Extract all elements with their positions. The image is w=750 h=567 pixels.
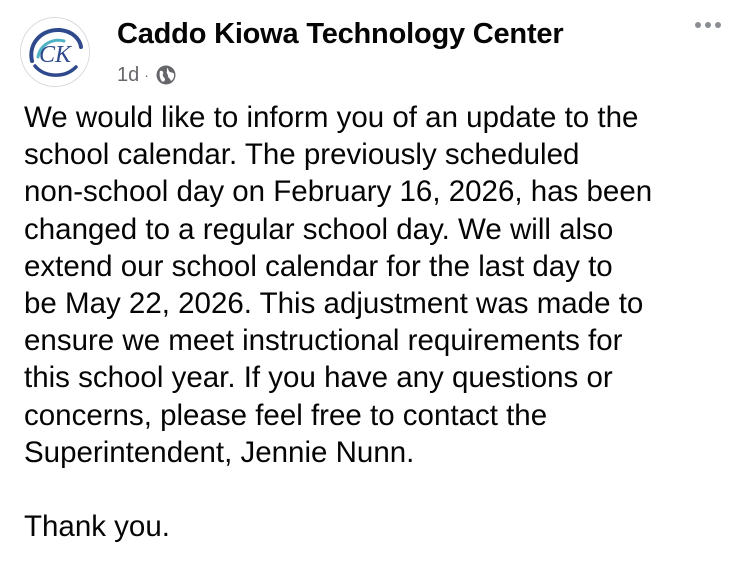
post-text-line: We would like to inform you of an update to the bbox=[24, 101, 639, 134]
page-avatar[interactable] bbox=[20, 17, 90, 87]
post-closing: Thank you. bbox=[24, 510, 170, 544]
globe-icon[interactable] bbox=[155, 64, 177, 86]
post-text-line: concerns, please feel free to contact the bbox=[24, 398, 548, 432]
post-text-line: changed to a regular school day. We will also bbox=[24, 212, 614, 246]
logo-text: CK bbox=[38, 42, 72, 68]
more-options-icon bbox=[705, 22, 711, 28]
page-name-link[interactable]: Caddo Kiowa Technology Center bbox=[117, 18, 564, 50]
more-options-icon bbox=[715, 22, 721, 28]
post-text-line: this school year. If you have any questions or bbox=[24, 361, 613, 395]
post-text-line: school calendar. The previously scheduled bbox=[24, 138, 580, 172]
more-options-icon bbox=[695, 22, 701, 28]
post-text-line: extend our school calendar for the last day to bbox=[24, 249, 613, 283]
more-options-button[interactable] bbox=[686, 10, 730, 40]
post-body bbox=[24, 99, 739, 545]
post-text-line: non-school day on February 16, 2026, has been bbox=[24, 175, 653, 209]
post-timestamp[interactable]: 1d bbox=[117, 63, 140, 86]
post-text-line: Superintendent, Jennie Nunn. bbox=[24, 435, 415, 469]
ckt-logo bbox=[20, 17, 90, 87]
post-text-line: ensure we meet instructional requirements for bbox=[24, 324, 623, 358]
post-text-line: be May 22, 2026. This adjustment was made to bbox=[24, 287, 644, 321]
post-meta bbox=[117, 62, 177, 88]
meta-separator: · bbox=[144, 67, 149, 83]
paragraph-gap bbox=[24, 471, 739, 508]
post-header bbox=[20, 10, 730, 85]
